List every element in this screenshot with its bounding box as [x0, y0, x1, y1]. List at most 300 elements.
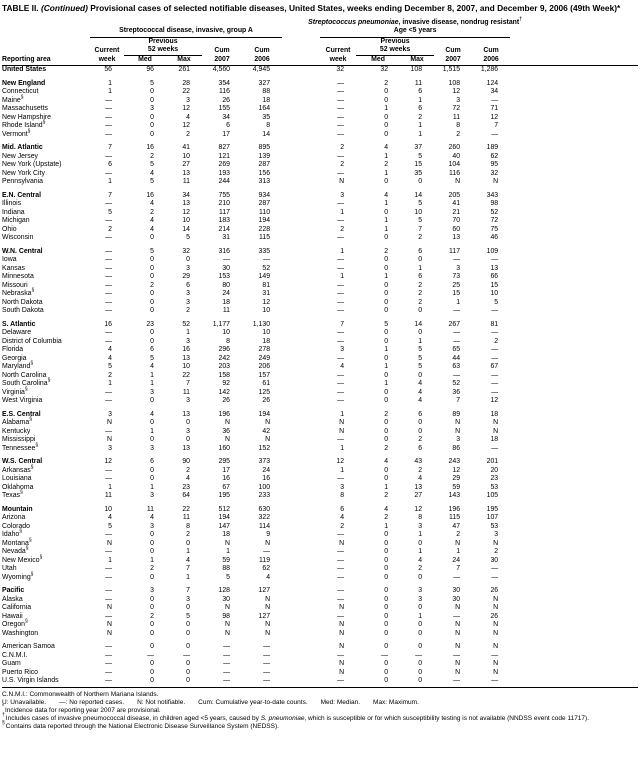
column-spacer [510, 406, 638, 420]
value-cell: 0 [384, 548, 389, 555]
column-spacer [510, 660, 638, 669]
value-cell: N [339, 629, 345, 637]
value-cell: 5 [494, 298, 499, 306]
value-cell: 32 [336, 66, 345, 73]
value-cell: 13 [452, 234, 461, 241]
footnote-marker: § [24, 618, 28, 625]
value-cell: — [491, 307, 499, 314]
value-cell: 0 [124, 677, 166, 687]
reporting-area-cell: Minnesota [2, 273, 34, 280]
value-cell: 7 [108, 191, 112, 199]
value-cell: 2 [418, 281, 423, 289]
reporting-area-cell: Wisconsin [2, 234, 34, 241]
column-spacer [282, 122, 320, 131]
value-cell: 5 [418, 152, 423, 160]
value-cell: 4 [418, 556, 423, 564]
value-cell: 194 [258, 410, 271, 418]
column-spacer [282, 209, 320, 218]
value-cell: 195 [218, 492, 230, 499]
value-cell: 60 [452, 225, 461, 233]
reporting-area-cell: Kansas [2, 264, 25, 272]
value-cell: 86 [452, 444, 461, 452]
reporting-area-cell: Texas§ [2, 489, 23, 499]
value-cell: 109 [486, 247, 499, 255]
column-spacer [282, 492, 320, 501]
value-cell: 1 [384, 217, 389, 224]
table-row [2, 122, 638, 131]
value-cell: 5 [384, 320, 389, 328]
value-cell: 196 [218, 410, 230, 418]
value-cell: 9 [266, 531, 271, 538]
value-cell: 3 [108, 410, 112, 418]
value-cell: 2 [494, 548, 499, 555]
value-cell: 6 [418, 273, 423, 280]
value-cell: 12 [182, 122, 190, 129]
value-cell: 30 [490, 556, 499, 564]
value-cell: 1 [186, 329, 190, 336]
value-cell: 23 [490, 475, 499, 482]
value-cell: — [263, 660, 271, 667]
value-cell: 0 [150, 264, 154, 272]
value-cell: 2 [186, 307, 190, 314]
value-cell: 194 [258, 217, 271, 224]
value-cell: 1 [186, 573, 190, 581]
value-cell: — [453, 371, 461, 379]
column-spacer [282, 105, 320, 114]
value-cell: 124 [486, 79, 499, 87]
column-spacer [510, 652, 638, 661]
reporting-area-cell: New York City [2, 169, 45, 177]
column-spacer [510, 170, 638, 179]
table-row [2, 660, 638, 669]
reporting-area-cell: C.N.M.I. [2, 651, 28, 659]
value-cell: 1 [418, 96, 423, 104]
value-cell: 0 [384, 256, 389, 263]
value-cell: — [453, 337, 461, 345]
value-cell: — [337, 475, 345, 482]
value-cell: 5 [150, 354, 154, 362]
value-cell: 21 [452, 208, 461, 216]
value-cell: 67 [490, 363, 499, 370]
value-cell: 52 [452, 380, 461, 387]
group-header-row [2, 19, 638, 38]
table-row [2, 677, 638, 687]
column-spacer [510, 475, 638, 484]
value-cell: N [493, 595, 499, 603]
value-cell: 96 [146, 66, 154, 73]
value-cell: 2 [340, 225, 345, 233]
table-row [2, 669, 638, 678]
reporting-area-cell: Iowa [2, 256, 17, 263]
value-cell: N [339, 427, 345, 435]
value-cell: 80 [222, 281, 230, 289]
value-cell: — [90, 677, 124, 687]
value-cell: 0 [384, 281, 389, 289]
value-cell: 0 [418, 660, 423, 667]
value-cell: 32 [380, 66, 389, 73]
value-cell: 0 [384, 604, 389, 611]
value-cell: 26 [222, 397, 230, 404]
value-cell: 1 [384, 346, 389, 353]
column-spacer [510, 217, 638, 226]
value-cell: 287 [258, 161, 271, 168]
value-cell: 2 [418, 565, 423, 572]
value-cell: 0 [384, 573, 389, 581]
value-cell: 0 [384, 354, 389, 362]
g2-max-label: Max [400, 55, 434, 66]
column-spacer [282, 669, 320, 678]
value-cell: 17 [222, 466, 230, 474]
value-cell: N [225, 621, 230, 628]
value-cell: 1 [108, 178, 112, 185]
value-cell: 2 [456, 130, 461, 138]
value-cell: N [493, 539, 499, 547]
value-cell: — [337, 354, 345, 362]
table-row [2, 329, 638, 338]
value-cell: 2 [384, 410, 389, 418]
reporting-area-cell: North Dakota [2, 298, 43, 306]
value-cell: — [105, 531, 112, 538]
column-spacer [282, 428, 320, 437]
value-cell: 0 [384, 668, 389, 676]
g2-previous-52weeks: Previous 52 weeks [356, 37, 434, 55]
value-cell: 2 [340, 144, 345, 151]
table-row [2, 226, 638, 235]
value-cell: N [493, 660, 499, 667]
value-cell: 0 [186, 668, 190, 676]
value-cell: 0 [384, 595, 389, 603]
value-cell: 5 [418, 217, 423, 224]
value-cell: 0 [150, 88, 154, 95]
footnote-marker: § [25, 545, 29, 552]
value-cell: 12 [336, 458, 345, 465]
column-spacer [282, 290, 320, 299]
value-cell: 895 [258, 144, 271, 151]
g1-previous-52weeks: Previous 52 weeks [124, 37, 202, 55]
column-spacer [510, 256, 638, 265]
value-cell: 41 [452, 200, 461, 207]
value-cell: N [265, 595, 271, 603]
value-cell: 4 [150, 200, 154, 207]
value-cell: — [223, 256, 230, 263]
value-cell: 0 [384, 556, 389, 564]
table-row [2, 153, 638, 162]
reporting-area-cell: New York (Upstate) [2, 161, 62, 168]
value-cell: 3 [150, 388, 154, 396]
column-spacer [282, 540, 320, 549]
value-cell: 24 [452, 556, 461, 564]
value-cell: 0 [384, 660, 389, 667]
value-cell: — [337, 380, 345, 387]
value-cell: 0 [384, 539, 389, 547]
footnote-marker: § [30, 571, 34, 578]
value-cell: 3 [418, 522, 423, 530]
value-cell: 2 [150, 152, 154, 160]
column-spacer [282, 234, 320, 243]
column-spacer [282, 265, 320, 274]
table-row [2, 316, 638, 330]
value-cell: 203 [218, 363, 230, 370]
table-row [2, 187, 638, 201]
value-cell: 10 [414, 208, 423, 216]
value-cell: 0 [418, 668, 423, 676]
value-cell: 2 [418, 113, 423, 121]
column-spacer [282, 200, 320, 209]
value-cell: — [105, 281, 112, 289]
value-cell: 0 [384, 475, 389, 482]
reporting-area-cell: Pacific [2, 587, 25, 594]
reporting-area-cell: Michigan [2, 217, 30, 224]
value-cell: 0 [384, 397, 389, 404]
footnote-marker: § [39, 554, 43, 561]
value-cell: 0 [150, 629, 154, 637]
column-spacer [282, 178, 320, 187]
column-spacer [510, 66, 638, 75]
value-cell: — [381, 651, 389, 659]
value-cell: 335 [258, 247, 271, 255]
value-cell: 12 [490, 113, 499, 121]
column-spacer [282, 582, 320, 596]
value-cell: 0 [150, 307, 154, 314]
value-cell: 1 [108, 79, 112, 87]
reporting-area-cell: Mountain [2, 505, 33, 513]
column-spacer [282, 501, 320, 515]
value-cell: 233 [258, 492, 271, 499]
value-cell: 327 [258, 79, 271, 87]
g2-cum-label: Cum [445, 46, 461, 54]
value-cell: 15 [414, 161, 423, 168]
value-cell: 0 [150, 466, 154, 474]
value-cell: 0 [150, 298, 154, 306]
column-spacer [510, 209, 638, 218]
value-cell: 36 [222, 427, 230, 435]
table-row [2, 630, 638, 639]
value-cell: 827 [218, 144, 230, 151]
column-spacer [282, 484, 320, 493]
value-cell: 2 [186, 466, 190, 474]
value-cell: 0 [150, 122, 154, 129]
value-cell: 1 [418, 130, 423, 138]
value-cell: 29 [182, 273, 190, 280]
value-cell: 15 [490, 281, 499, 289]
table-row [2, 338, 638, 347]
value-cell: 1 [384, 200, 389, 207]
column-spacer [282, 574, 320, 583]
value-cell: — [337, 436, 345, 443]
value-cell: 27 [182, 161, 190, 168]
column-spacer [282, 596, 320, 605]
value-cell: 0 [150, 660, 154, 667]
value-cell: 7 [108, 144, 112, 151]
table-row [2, 66, 638, 75]
footnote-marker: § [30, 360, 34, 367]
table-title-continued: (Continued) [40, 3, 88, 13]
value-cell: 5 [150, 79, 154, 87]
value-cell: 44 [452, 354, 461, 362]
table-row [2, 380, 638, 389]
value-cell: 3 [150, 105, 154, 112]
value-cell: 1 [384, 169, 389, 177]
value-cell: 4,560 [212, 66, 230, 73]
value-cell: 295 [218, 458, 230, 465]
column-spacer [510, 316, 638, 330]
value-cell: 107 [486, 514, 499, 521]
column-spacer [282, 161, 320, 170]
value-cell: 13 [182, 410, 190, 418]
value-cell: 12 [262, 298, 271, 306]
reporting-area-cell: American Samoa [2, 643, 55, 650]
value-cell: 206 [258, 363, 271, 370]
value-cell: N [265, 604, 271, 611]
reporting-area-cell: Missouri [2, 281, 28, 289]
value-cell: 0 [150, 419, 154, 426]
value-cell: 12 [104, 458, 112, 465]
column-spacer [510, 187, 638, 201]
value-cell: 147 [218, 522, 230, 530]
value-cell: 16 [262, 475, 271, 482]
value-cell: 4 [108, 514, 112, 521]
value-cell: 10 [182, 217, 190, 224]
value-cell: — [491, 444, 499, 452]
value-cell: 81 [262, 281, 271, 289]
value-cell: 0 [384, 621, 389, 628]
value-cell: 1 [226, 548, 230, 555]
value-cell: 1 [384, 522, 389, 530]
value-cell: — [202, 677, 242, 687]
value-cell: 1,515 [442, 66, 461, 73]
value-cell: 1 [340, 466, 345, 474]
value-cell: 12 [414, 505, 423, 513]
value-cell: — [223, 668, 230, 676]
reporting-area-cell: Mississippi [2, 436, 36, 443]
reporting-area-cell: Ohio [2, 225, 17, 233]
table-row [2, 621, 638, 630]
value-cell: — [105, 122, 112, 129]
value-cell: 61 [262, 380, 271, 387]
value-cell: 22 [182, 88, 190, 95]
value-cell: 62 [262, 565, 271, 572]
value-cell: 5 [226, 573, 230, 581]
value-cell: 18 [262, 337, 271, 345]
value-cell: 5 [418, 354, 423, 362]
value-cell: N [225, 539, 230, 547]
table-row [2, 299, 638, 308]
value-cell: 3 [150, 522, 154, 530]
column-spacer [282, 406, 320, 420]
value-cell: 0 [384, 234, 389, 241]
reporting-area-cell: District of Columbia [2, 337, 62, 345]
column-spacer [510, 265, 638, 274]
footnote-provisional: *Incidence data for reporting year 2007 are provisional. [2, 704, 161, 714]
value-cell: — [453, 651, 461, 659]
table-row [2, 105, 638, 114]
value-cell: 152 [258, 444, 271, 452]
value-cell: — [147, 651, 154, 659]
value-cell: 267 [448, 320, 461, 328]
column-spacer [282, 548, 320, 557]
column-spacer [510, 582, 638, 596]
value-cell: 0 [186, 660, 190, 667]
value-cell: N [107, 604, 112, 611]
value-cell: — [105, 668, 112, 676]
footnote-marker: § [24, 386, 28, 393]
value-cell: 30 [222, 595, 230, 603]
value-cell: — [263, 548, 271, 555]
reporting-area-cell: Hawaii [2, 612, 23, 620]
value-cell: 32 [490, 169, 499, 177]
value-cell: — [337, 651, 345, 659]
value-cell: 16 [222, 475, 230, 482]
value-cell: 142 [218, 388, 230, 396]
notifiable-diseases-table [2, 16, 638, 688]
value-cell: N [455, 643, 461, 650]
column-spacer [282, 66, 320, 75]
reporting-area-cell: Maine§ [2, 94, 24, 104]
value-cell: 12 [182, 105, 190, 112]
value-cell: 0 [150, 621, 154, 628]
value-cell: 0 [150, 595, 154, 603]
value-cell: — [337, 307, 345, 314]
value-cell: 7 [456, 397, 461, 404]
value-cell: 1 [418, 337, 423, 345]
group2-title: Streptococcus pneumoniae, invasive disease, nondrug resistant† [308, 16, 522, 26]
value-cell: 0 [150, 273, 154, 280]
value-cell: 0 [384, 307, 389, 314]
column-spacer [282, 397, 320, 406]
value-cell: 244 [218, 178, 230, 185]
value-cell: — [491, 565, 499, 572]
value-cell: 12 [452, 88, 461, 95]
value-cell: — [105, 587, 112, 594]
value-cell: 4 [150, 363, 154, 370]
value-cell: 1 [384, 363, 389, 370]
reporting-area-cell: Puerto Rico [2, 668, 39, 676]
column-spacer [510, 338, 638, 347]
footnote-marker: § [29, 416, 32, 423]
value-cell: 47 [452, 522, 461, 530]
value-cell: 0 [384, 208, 389, 216]
value-cell: — [105, 169, 112, 177]
value-cell: 117 [449, 247, 461, 255]
value-cell: 17 [222, 130, 230, 138]
value-cell: 6 [150, 346, 154, 353]
value-cell: — [105, 337, 112, 345]
value-cell: 1 [384, 105, 389, 112]
value-cell: 313 [258, 178, 271, 185]
reporting-area-cell: South Carolina§ [2, 377, 51, 387]
value-cell: 73 [452, 273, 461, 280]
column-spacer [510, 346, 638, 355]
value-cell: 0 [384, 419, 389, 426]
value-cell: — [263, 643, 271, 650]
value-cell: 343 [486, 191, 499, 199]
reporting-area-cell: Utah [2, 565, 17, 572]
value-cell: — [491, 371, 499, 379]
value-cell: 25 [452, 281, 461, 289]
value-cell: 201 [486, 458, 499, 465]
value-cell: — [223, 651, 230, 659]
value-cell: 1 [108, 88, 112, 95]
value-cell: — [491, 329, 499, 336]
column-spacer [510, 122, 638, 131]
table-row [2, 290, 638, 299]
column-spacer [282, 316, 320, 330]
table-row [2, 114, 638, 123]
value-cell: 1 [456, 298, 461, 306]
value-cell: 5 [108, 208, 112, 216]
value-cell: — [434, 677, 472, 687]
column-spacer [282, 355, 320, 364]
